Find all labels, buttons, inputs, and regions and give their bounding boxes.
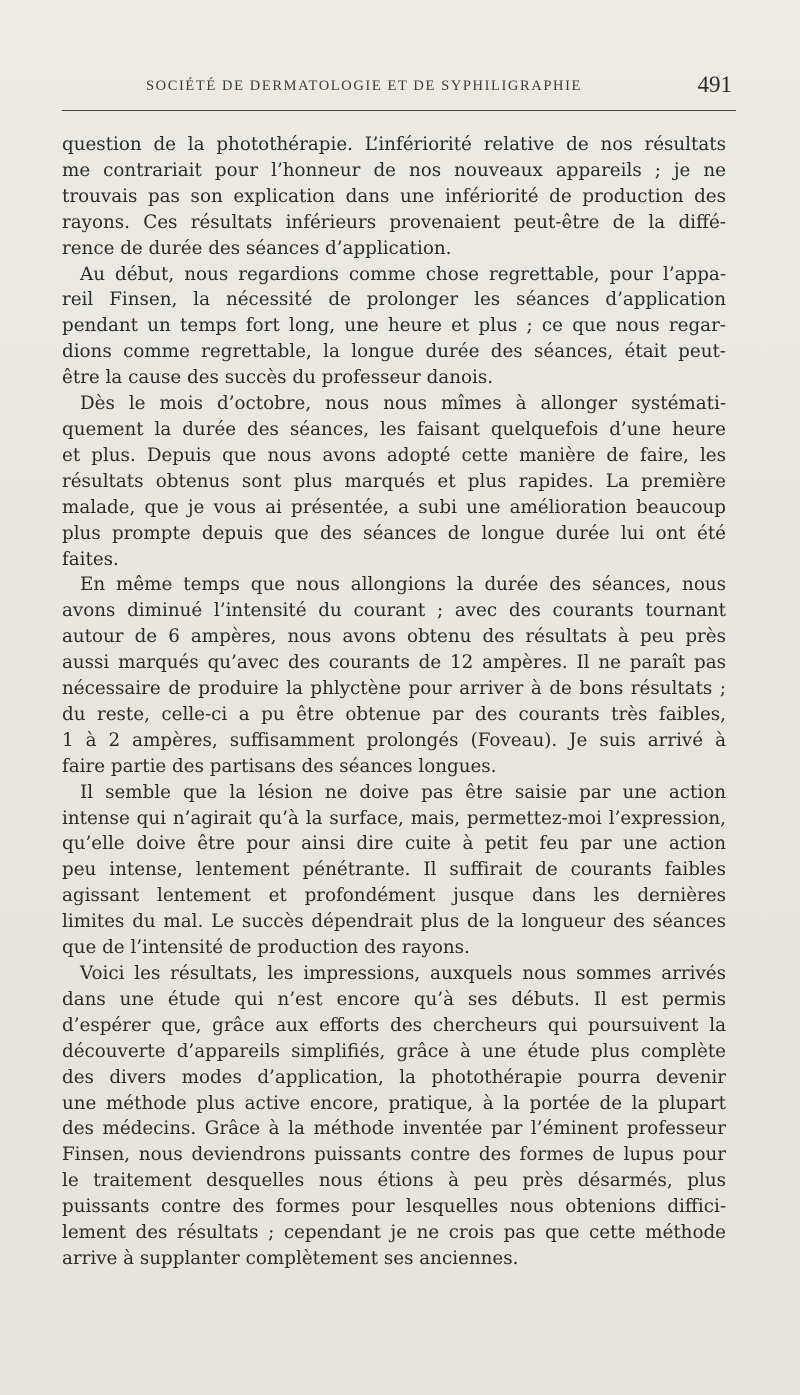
text-line: arrive à supplanter complètement ses anciennes.	[62, 1247, 519, 1269]
text-line: autour de 6 ampères, nous avons obtenu des résultats à peu près	[62, 626, 726, 648]
text-line: agissant lentement et profondément jusque dans les dernières	[62, 885, 726, 907]
text-line: dans une étude qui n’est encore qu’à ses débuts. Il est permis	[62, 988, 726, 1010]
body-text	[62, 132, 726, 1272]
text-line: des médecins. Grâce à la méthode inventée par l’éminent professeur	[62, 1118, 726, 1140]
running-head	[62, 72, 738, 102]
text-line: rence de durée des séances d’application.	[62, 237, 452, 259]
text-line: aussi marqués qu’avec des courants de 12 ampères. Il ne paraît pas	[62, 652, 726, 674]
text-line: le traitement desquelles nous étions à peu près désarmés, plus	[62, 1170, 726, 1192]
text-line: être la cause des succès du professeur danois.	[62, 367, 494, 389]
text-line: peu intense, lentement pénétrante. Il suffirait de courants faibles	[62, 859, 726, 881]
text-line: quement la durée des séances, les faisant quelquefois d’une heure	[62, 418, 726, 440]
text-line: Voici les résultats, les impressions, auxquels nous sommes arrivés	[80, 963, 726, 984]
text-line: du reste, celle-ci a pu être obtenue par des courants très faibles,	[62, 703, 726, 725]
text-line: et plus. Depuis que nous avons adopté cette manière de faire, les	[62, 444, 726, 466]
text-line: lement des résultats ; cependant je ne crois pas que cette méthode	[62, 1222, 726, 1244]
text-line: nécessaire de produire la phlyctène pour arriver à de bons résultats ;	[62, 678, 726, 700]
text-line: Il semble que la lésion ne doive pas être saisie par une action	[80, 781, 726, 803]
text-line: que de l’intensité de production des rayons.	[62, 937, 470, 959]
running-title: SOCIÉTÉ DE DERMATOLOGIE ET DE SYPHILIGRAPHIE	[146, 78, 582, 94]
text-line: limites du mal. Le succès dépendrait plus de la longueur des séances	[62, 911, 726, 933]
text-line: Au début, nous regardions comme chose regrettable, pour l’appa-	[80, 263, 726, 285]
text-line: une méthode plus active encore, pratique, à la portée de la plupart	[62, 1092, 726, 1114]
paragraph	[62, 391, 726, 572]
text-line: intense qui n’agirait qu’à la surface, mais, permettez-moi l’expression,	[62, 807, 726, 829]
text-line: qu’elle doive être pour ainsi dire cuite à petit feu par une action	[62, 833, 726, 855]
text-line: des divers modes d’application, la photothérapie pourra devenir	[62, 1066, 726, 1088]
text-line: plus prompte depuis que des séances de longue durée lui ont été	[62, 522, 726, 544]
paragraph	[62, 132, 726, 262]
text-line: faites.	[62, 548, 119, 570]
text-line: dions comme regrettable, la longue durée des séances, était peut-	[62, 341, 726, 363]
paragraph	[62, 262, 726, 392]
text-line: d’espérer que, grâce aux efforts des chercheurs qui poursuivent la	[62, 1014, 726, 1036]
text-line: faire partie des partisans des séances longues.	[62, 755, 497, 777]
text-line: avons diminué l’intensité du courant ; avec des courants tournant	[62, 600, 726, 622]
text-line: puissants contre des formes pour lesquelles nous obtenions diffici-	[62, 1196, 726, 1218]
text-line: question de la photothérapie. L’infériorité relative de nos résultats	[62, 134, 726, 155]
text-line: rayons. Ces résultats inférieurs provenaient peut-être de la diffé-	[62, 211, 726, 233]
text-line: En même temps que nous allongions la durée des séances, nous	[80, 574, 726, 596]
header-rule	[62, 110, 736, 111]
page-number: 491	[697, 72, 732, 97]
text-line: découverte d’appareils simplifiés, grâce à une étude plus complète	[62, 1040, 726, 1062]
text-line: reil Finsen, la nécessité de prolonger les séances d’application	[62, 289, 726, 311]
text-line: 1 à 2 ampères, suffisamment prolongés (Foveau). Je suis arrivé à	[62, 729, 726, 751]
paragraph	[62, 572, 726, 779]
paragraph	[62, 780, 726, 961]
paragraph	[62, 961, 726, 1272]
text-line: trouvais pas son explication dans une infériorité de production des	[62, 185, 726, 207]
text-line: résultats obtenus sont plus marqués et plus rapides. La première	[62, 470, 726, 492]
text-line: pendant un temps fort long, une heure et plus ; ce que nous regar-	[62, 315, 726, 337]
text-line: me contrariait pour l’honneur de nos nouveaux appareils ; je ne	[62, 159, 726, 181]
text-line: Dès le mois d’octobre, nous nous mîmes à allonger systémati-	[80, 393, 726, 415]
text-line: malade, que je vous ai présentée, a subi une amélioration beaucoup	[62, 496, 726, 518]
text-line: Finsen, nous deviendrons puissants contre des formes de lupus pour	[62, 1144, 726, 1166]
